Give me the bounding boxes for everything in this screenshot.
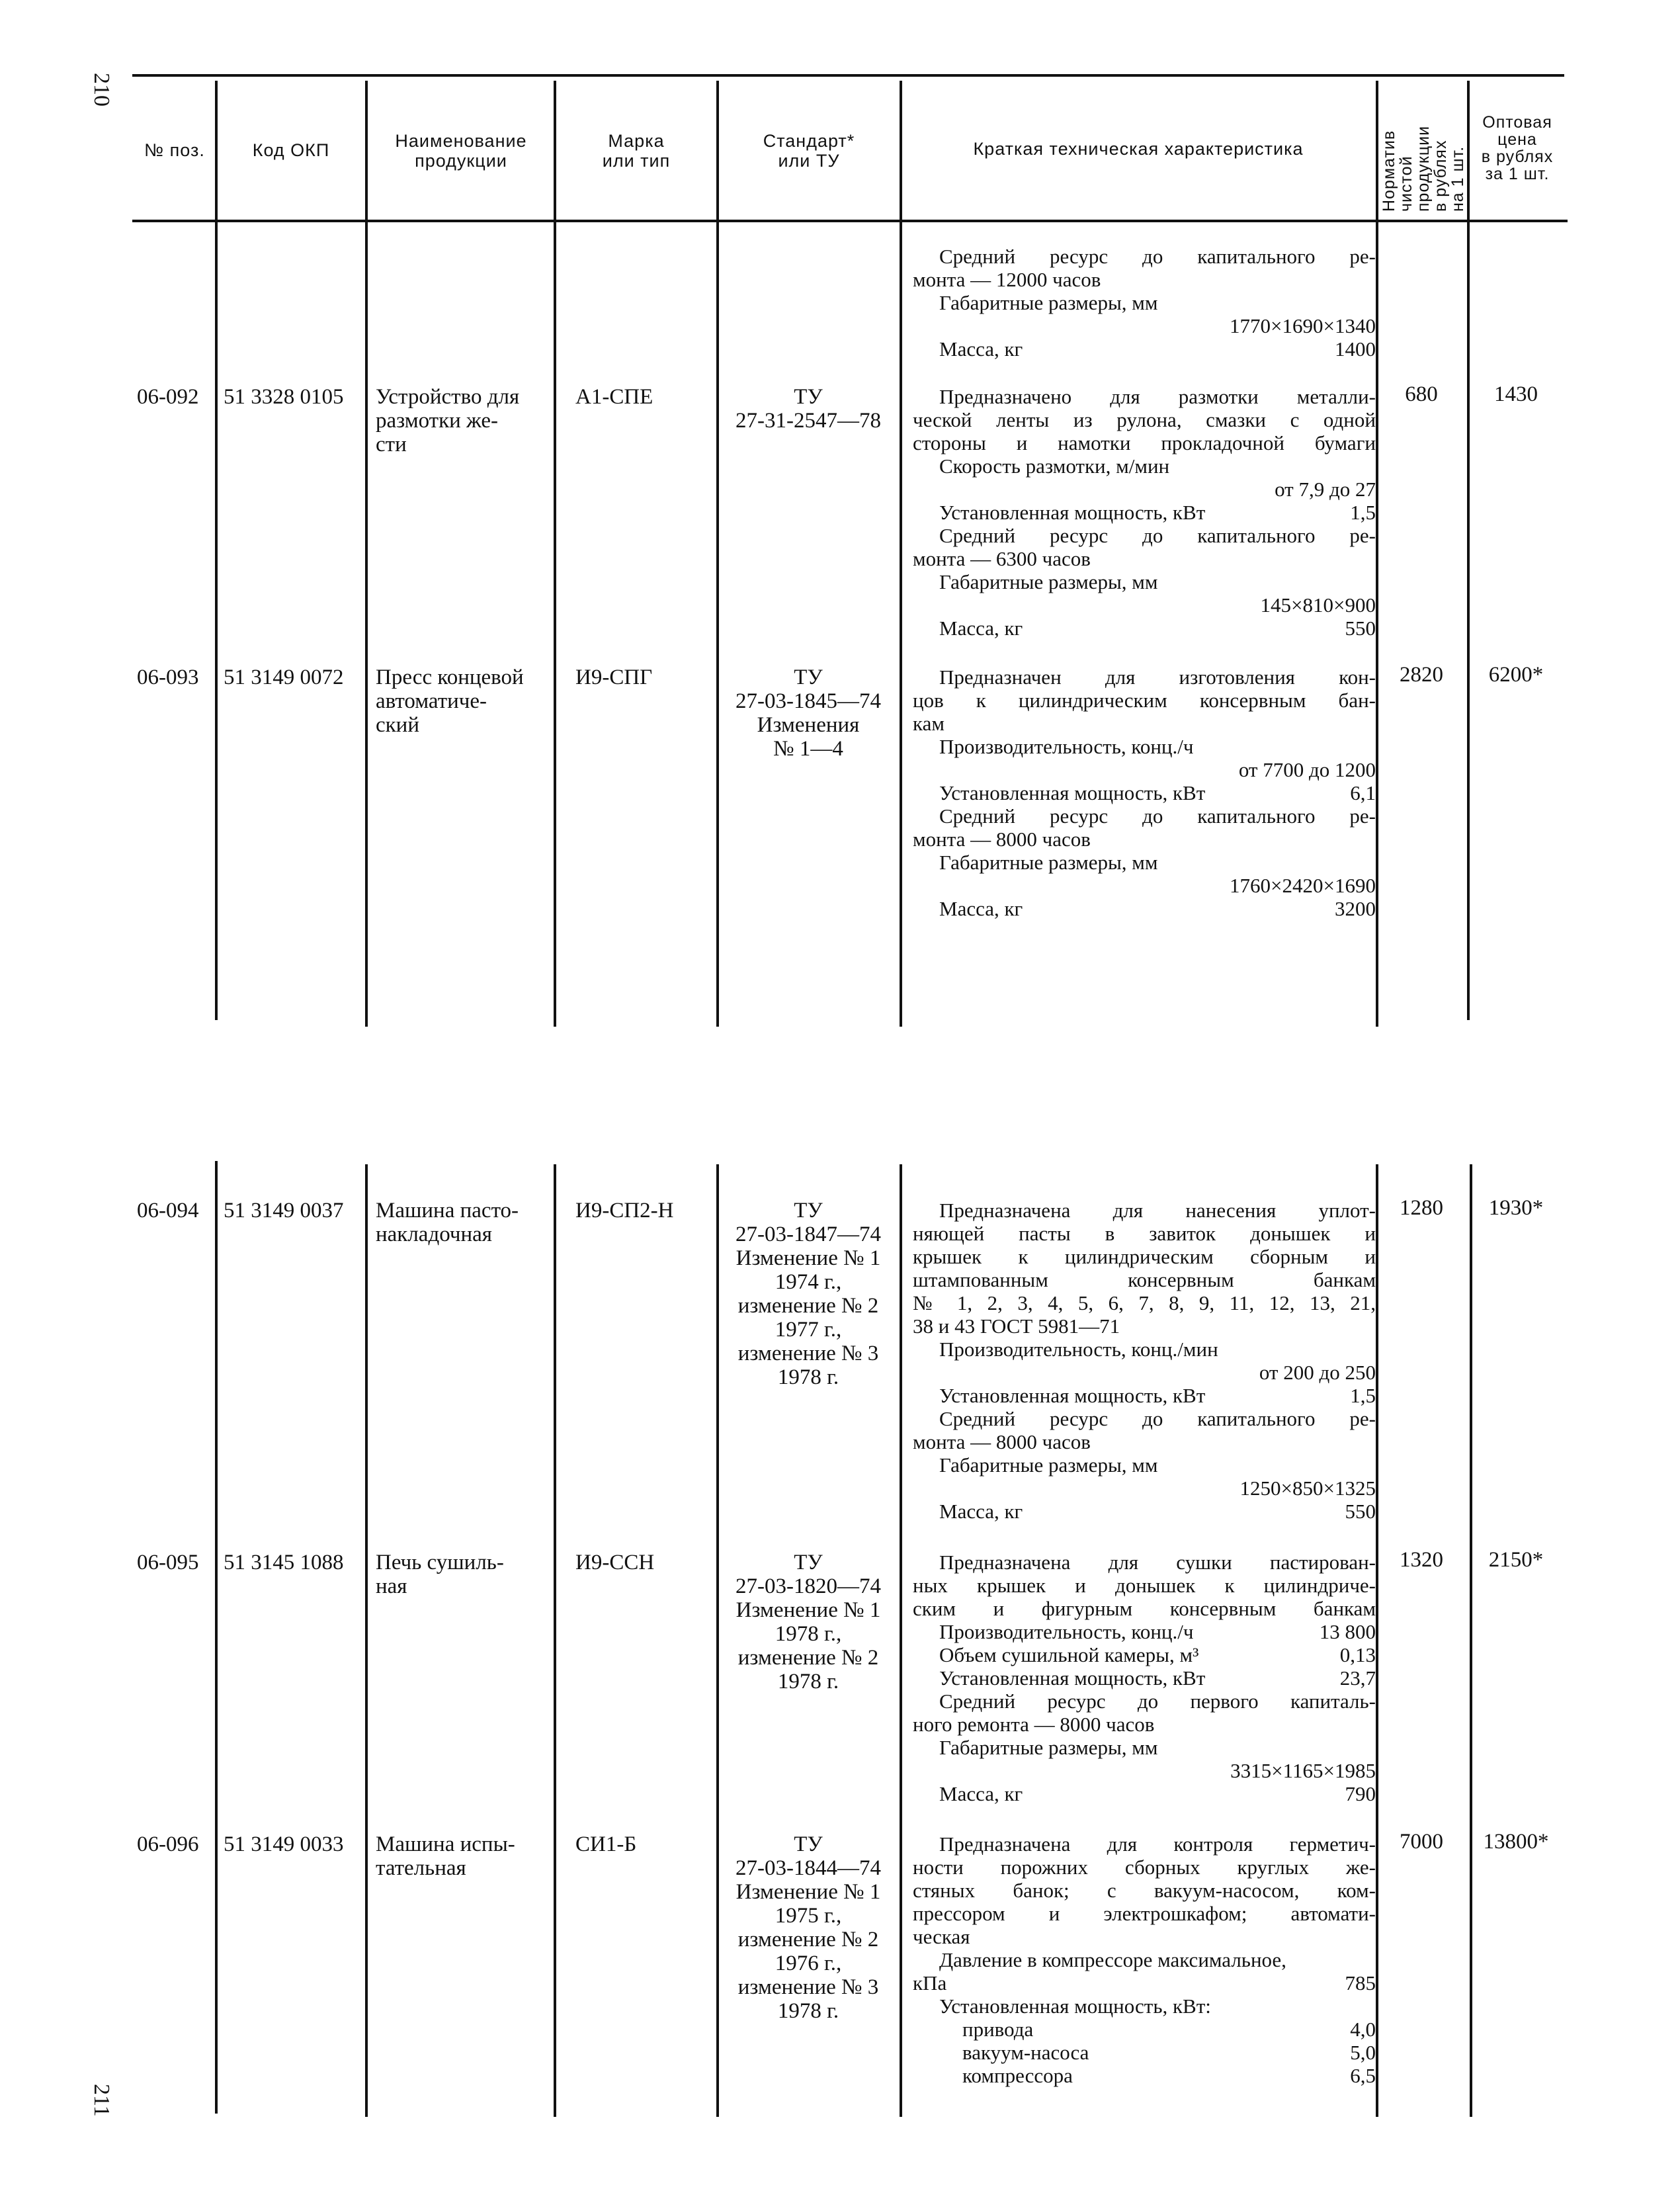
col-line-5 [900,81,902,1027]
spec-line: ного ремонта — 8000 часов [913,1713,1155,1736]
row-standard: ТУ 27-31-2547—78 [735,385,881,433]
spec-line: Скорость размотки, м/мин [939,454,1170,478]
spec-line: Установленная мощность, кВт: [939,1994,1211,2018]
spec-label: Установленная мощность, кВт [939,781,1206,804]
spec-label: Установленная мощность, кВт [939,1666,1206,1690]
spec-line: Предназначен для изготовления кон- [939,665,1376,689]
spec-label: Масса, кг [939,897,1023,920]
row-okp: 51 3149 0033 [224,1832,344,1856]
spec-line [913,2018,1376,2041]
row-price: 13800* [1483,1830,1549,1854]
spec-value: 5,0 [1350,2041,1376,2064]
spec-line [913,897,1376,920]
spec-line: прессором и электрошкафом; автомати- [913,1902,1376,1925]
spec-line: Габаритные размеры, мм [939,291,1158,314]
spec-line: Средний ресурс до капитального ре- [939,245,1376,268]
header-pos: № поз. [144,140,205,160]
row-spec [913,1199,1376,1523]
spec-label: компрессора [962,2064,1073,2087]
row-mark: СИ1-Б [575,1832,637,1856]
spec-line [913,1971,1376,1994]
row-standard: ТУ 27-03-1820—74 Изменение № 1 1978 г., изменение № 2 1978 г. [735,1551,881,1694]
row-name: Устройство для размотки же- сти [376,385,520,456]
col-line-7 [1467,81,1470,1020]
row-price: 1430 [1494,382,1538,406]
row-standard: ТУ 27-03-1845—74 Изменения № 1—4 [735,665,881,761]
spec-value: 1400 [1335,337,1376,361]
spec-label: Производительность, конц./ч [939,1620,1194,1643]
spec-line: ческой ленты из рулона, смазки с одной [913,408,1376,431]
col-line-2b [365,1164,368,2117]
row-norm: 680 [1405,382,1438,406]
col-line-5b [900,1164,902,2117]
spec-line: Предназначено для размотки металли- [939,385,1376,408]
row-name: Пресс концевой автоматиче- ский [376,665,524,737]
header-okp: Код ОКП [252,140,330,160]
spec-line [913,617,1376,640]
col-line-2 [365,81,368,1027]
row-pos: 06-093 [137,665,199,689]
spec-line: 145×810×900 [1260,593,1376,617]
spec-label: Масса, кг [939,617,1023,640]
spec-line: монта — 6300 часов [913,547,1091,570]
spec-line: Давление в компрессоре максимальное, [939,1948,1286,1971]
spec-line: стороны и намотки прокладочной бумаги [913,431,1376,454]
col-line-4 [716,81,719,1027]
spec-line: Производительность, конц./ч [939,735,1194,758]
row-okp: 51 3328 0105 [224,385,344,409]
spec-line: от 200 до 250 [1259,1361,1376,1384]
col-line-7b [1470,1164,1472,2117]
spec-line: № 1, 2, 3, 4, 5, 6, 7, 8, 9, 11, 12, 13, 21, [913,1291,1376,1314]
spec-line: стяных банок; с вакуум-насосом, ком- [913,1879,1376,1902]
row-norm: 1280 [1400,1196,1443,1220]
spec-line [913,1643,1376,1666]
spec-line [913,1384,1376,1407]
header-name: Наименование продукции [395,131,527,171]
spec-value: 4,0 [1350,2018,1376,2041]
spec-line: ским и фигурным консервным банкам [913,1597,1376,1620]
page-number-top: 210 [89,73,114,107]
col-line-3 [554,81,556,1027]
spec-line: 1250×850×1325 [1239,1477,1376,1500]
row-mark: И9-СП2-Н [575,1199,674,1222]
spec-value: 1,5 [1350,501,1376,524]
spec-line: Габаритные размеры, мм [939,1453,1158,1477]
row-standard: ТУ 27-03-1844—74 Изменение № 1 1975 г., изменение № 2 1976 г., изменение № 3 1978 г. [735,1832,881,2023]
row-pos: 06-095 [137,1551,199,1574]
header-price: Оптовая цена в рублях за 1 шт. [1481,113,1554,183]
spec-line: цов к цилиндрическим консервным бан- [913,689,1376,712]
row-name: Печь сушиль- ная [376,1551,504,1598]
col-line-3b [554,1164,556,2117]
row-spec [913,385,1376,640]
row-mark: А1-СПЕ [575,385,653,409]
col-line-1b [215,1161,218,2114]
spec-line: кам [913,712,945,735]
header-norm-line-4: в рублях [1431,140,1450,212]
continuation-spec [913,245,1376,361]
spec-line: Габаритные размеры, мм [939,570,1158,593]
spec-value: 1,5 [1350,1384,1376,1407]
row-norm: 2820 [1400,663,1443,687]
header-norm-line-5: на 1 шт. [1449,146,1467,212]
header-top-rule [132,74,1564,77]
spec-line: Габаритные размеры, мм [939,851,1158,874]
spec-label: Установленная мощность, кВт [939,501,1206,524]
spec-label: Масса, кг [939,1782,1023,1805]
spec-line: 38 и 43 ГОСТ 5981—71 [913,1314,1120,1338]
header-spec: Краткая техническая характеристика [973,139,1304,159]
spec-line: Габаритные размеры, мм [939,1736,1158,1759]
spec-line [913,2064,1376,2087]
row-pos: 06-094 [137,1199,199,1222]
spec-value: 13 800 [1319,1620,1376,1643]
spec-line: от 7700 до 1200 [1238,758,1376,781]
header-norm-line-1: Норматив [1380,130,1398,212]
spec-line: няющей пасты в завиток донышек и [913,1222,1376,1245]
spec-value: 550 [1345,1500,1376,1523]
row-spec [913,1551,1376,1805]
row-spec [913,665,1376,920]
col-line-6 [1376,81,1378,1027]
spec-line [913,501,1376,524]
row-mark: И9-ССН [575,1551,655,1574]
spec-line: Предназначена для контроля герметич- [939,1832,1376,1856]
spec-line: 1760×2420×1690 [1230,874,1376,897]
header-norm-line-2: чистой [1397,155,1415,212]
header-standard: Стандарт* или ТУ [763,131,855,171]
row-mark: И9-СПГ [575,665,653,689]
header-mark: Марка или тип [602,131,671,171]
spec-line: Производительность, конц./мин [939,1338,1218,1361]
spec-line: монта — 8000 часов [913,1430,1091,1453]
spec-label: Масса, кг [939,337,1023,361]
spec-line: Предназначена для сушки пастирован- [939,1551,1376,1574]
row-pos: 06-096 [137,1832,199,1856]
spec-label: вакуум-насоса [962,2041,1089,2064]
spec-line: ных крышек и донышек к цилиндриче- [913,1574,1376,1597]
spec-line [913,781,1376,804]
spec-line: крышек к цилиндрическим сборным и [913,1245,1376,1268]
spec-line: Средний ресурс до капитального ре- [939,524,1376,547]
col-line-6b [1376,1164,1378,2117]
spec-label: Установленная мощность, кВт [939,1384,1206,1407]
spec-value: 3200 [1335,897,1376,920]
spec-line: ческая [913,1925,970,1948]
spec-line: Предназначена для нанесения уплот- [939,1199,1376,1222]
spec-line [913,1620,1376,1643]
spec-line [913,1666,1376,1690]
row-okp: 51 3149 0037 [224,1199,344,1222]
spec-value: 6,1 [1350,781,1376,804]
spec-line: штампованным консервным банкам [913,1268,1376,1291]
spec-value: 785 [1345,1971,1376,1994]
page-number-bottom: 211 [89,2084,114,2117]
spec-line: от 7,9 до 27 [1275,478,1376,501]
row-spec [913,1832,1376,2087]
row-price: 2150* [1488,1548,1544,1572]
row-okp: 51 3145 1088 [224,1551,344,1574]
spec-value: 550 [1345,617,1376,640]
row-price: 1930* [1488,1196,1544,1220]
spec-line [913,1500,1376,1523]
spec-value: 23,7 [1339,1666,1376,1690]
spec-label: Объем сушильной камеры, м³ [939,1643,1199,1666]
row-name: Машина испы- тательная [376,1832,515,1880]
row-standard: ТУ 27-03-1847—74 Изменение № 1 1974 г., изменение № 2 1977 г., изменение № 3 1978 г. [735,1199,881,1389]
row-name: Машина пасто- накладочная [376,1199,519,1246]
spec-value: 6,5 [1350,2064,1376,2087]
col-line-1 [215,81,218,1020]
row-price: 6200* [1488,663,1544,687]
spec-line: Средний ресурс до капитального ре- [939,804,1376,828]
spec-value: 0,13 [1339,1643,1376,1666]
spec-line [913,1782,1376,1805]
spec-line [913,2041,1376,2064]
spec-label: привода [962,2018,1034,2041]
spec-label: Масса, кг [939,1500,1023,1523]
spec-line: ности порожних сборных круглых же- [913,1856,1376,1879]
spec-value: 790 [1345,1782,1376,1805]
header-bottom-rule [132,220,1568,222]
spec-line [913,337,1376,361]
row-pos: 06-092 [137,385,199,409]
spec-label: кПа [913,1971,947,1994]
spec-line: монта — 8000 часов [913,828,1091,851]
spec-line: 3315×1165×1985 [1230,1759,1376,1782]
spec-line: Средний ресурс до первого капиталь- [939,1690,1376,1713]
spec-line: монта — 12000 часов [913,268,1101,291]
header-norm-line-3: продукции [1414,125,1433,212]
row-norm: 7000 [1400,1830,1443,1854]
spec-line: Средний ресурс до капитального ре- [939,1407,1376,1430]
row-norm: 1320 [1400,1548,1443,1572]
spec-line: 1770×1690×1340 [1230,314,1376,337]
row-okp: 51 3149 0072 [224,665,344,689]
